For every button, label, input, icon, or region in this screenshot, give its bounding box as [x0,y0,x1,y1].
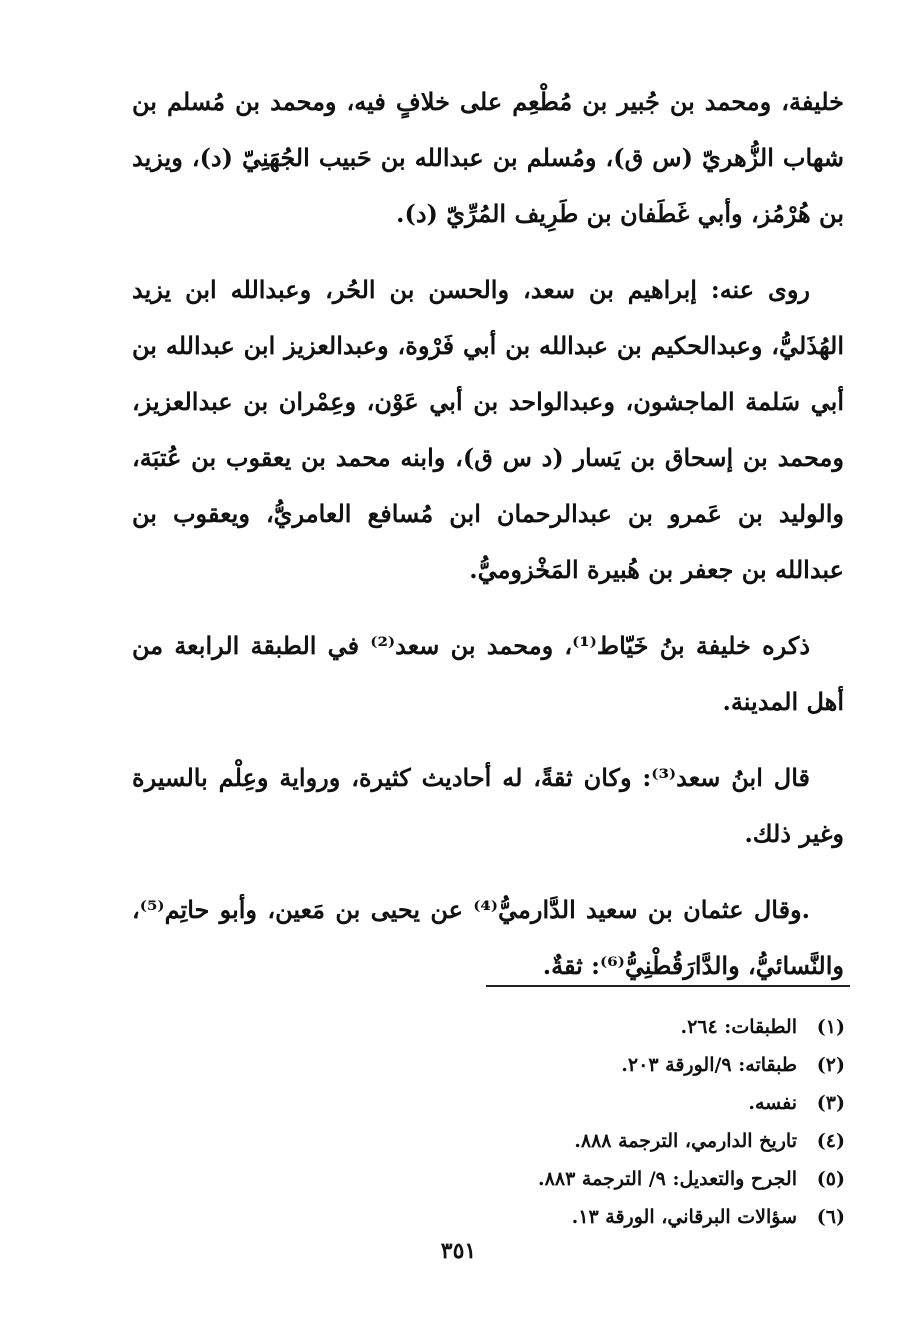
footnote-number: (١) [816,1016,845,1038]
paragraph-2-text: إبراهيم بن سعد، والحسن بن الحُر، وعبدالله ابن يزيد الهُذَليُّ، وعبدالحكيم بن عبدالله بن أبي فَرْوة، وعبدالعزيز ابن عبدالله بن أبي سَلمة الماجشون، وعبدالواحد بن أبي عَوْن، وعِمْران بن عبدالعزيز، ومحمد بن إسحاق بن يَسار (د س ق)، وابنه محمد بن يعقوب بن عُتبَة، والوليد بن عَمرو بن عبدالرحمان ابن مُسافع العامريُّ، ويعقوب بن عبدالله بن جعفر بن هُبيرة المَخْزوميُّ. [132,275,844,584]
footnotes [380,1008,845,1236]
footnote-text: سؤالات البرقاني، الورقة ١٣. [571,1206,797,1228]
footnote-number: (٣) [816,1092,845,1114]
footnote-number: (٦) [816,1206,845,1228]
paragraph-1 [132,74,844,242]
paragraph-2 [132,262,844,598]
paragraph-2-lead: روى عنه: [710,275,810,304]
paragraph-4 [132,750,844,862]
footnote-item [380,1008,845,1046]
paragraph-3 [132,618,844,730]
footnote-item [380,1198,845,1236]
footnote-item [380,1122,845,1160]
footnote-text: الطبقات: ٢٦٤. [680,1016,797,1038]
footnote-item [380,1046,845,1084]
page-number: ٣٥١ [440,1238,477,1264]
footnote-text: طبقاته: ٩/الورقة ٢٠٣. [621,1054,797,1076]
main-text [132,74,844,1014]
paragraph-3-text: ذكره خليفة بنُ خَيّاط⁽¹⁾، ومحمد بن سعد⁽²⁾ في الطبقة الرابعة من أهل المدينة. [132,631,844,716]
footnote-divider [486,985,850,987]
footnote-text: الجرح والتعديل: ٩/ الترجمة ٨٨٣. [538,1168,797,1190]
footnote-number: (٥) [816,1168,845,1190]
footnote-text: تاريخ الدارمي، الترجمة ٨٨٨. [574,1130,797,1152]
paragraph-4-text: قال ابنُ سعد⁽³⁾: وكان ثقةً، له أحاديث كثيرة، ورواية وعِلْم بالسيرة وغير ذلك. [132,763,844,848]
paragraph-1-text: خليفة، ومحمد بن جُبير بن مُطْعِم على خلافٍ فيه، ومحمد بن مُسلم بن شهاب الزُّهريّ (س ق)، ومُسلم بن عبدالله بن حَبيب الجُهَنِيّ (د)، ويزيد بن هُرْمُز، وأبي غَطَفان بن طَرِيف المُرِّيّ (د). [132,87,844,228]
footnote-number: (٢) [816,1054,845,1076]
footnote-text: نفسه. [748,1092,797,1114]
footnote-number: (٤) [816,1130,845,1152]
footnote-item [380,1160,845,1198]
paragraph-5-text: .وقال عثمان بن سعيد الدَّارميُّ⁽⁴⁾ عن يحيى بن مَعين، وأبو حاتِم⁽⁵⁾، والنَّسائيُّ، والدَّارَقُطْنِيُّ⁽⁶⁾: ثقةٌ. [132,895,844,980]
paragraph-5 [132,882,844,994]
footnote-item [380,1084,845,1122]
